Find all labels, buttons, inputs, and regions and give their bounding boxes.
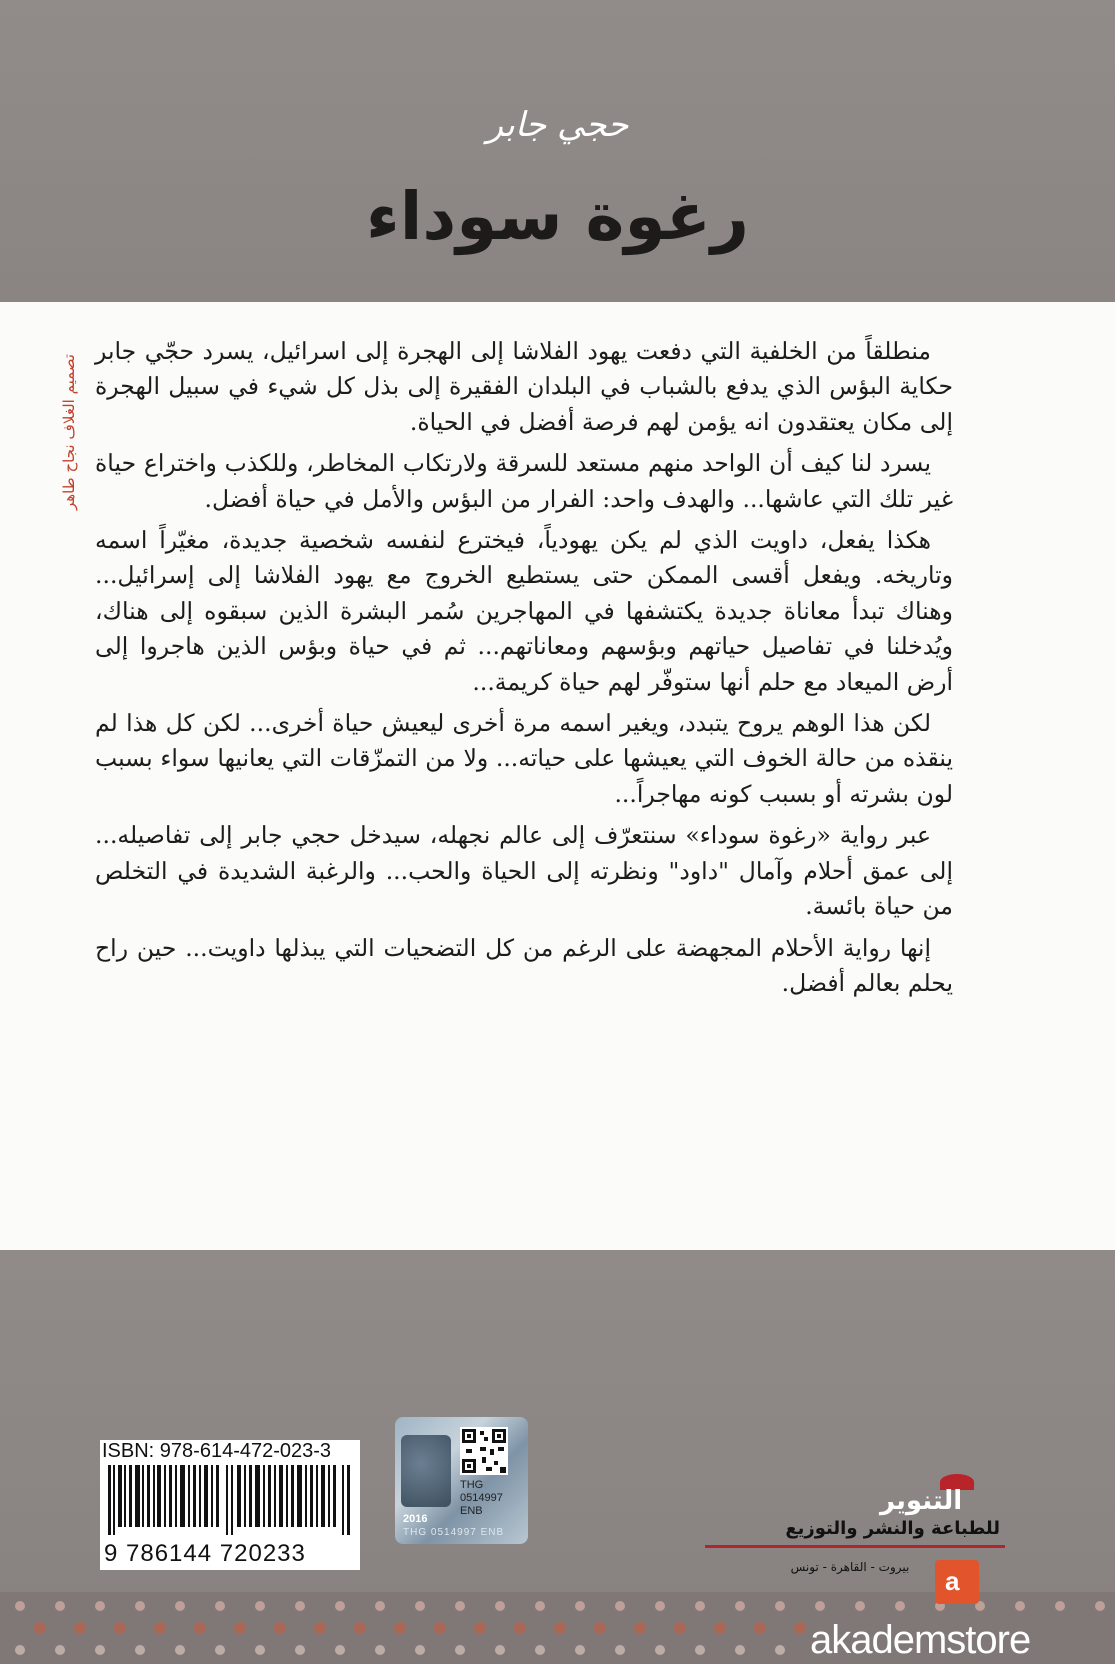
publisher-cities: بيروت - القاهرة - تونس [790,1560,910,1574]
publisher-name: للطباعة والنشر والتوزيع [785,1518,1000,1539]
akademstore-logo-icon: a [935,1560,979,1604]
barcode-bars [104,1465,356,1535]
sticker-year: 2016 [403,1513,428,1525]
header-band [0,0,1115,302]
blurb-paragraph: إنها رواية الأحلام المجهضة على الرغم من كل التضحيات التي يبذلها داويت... حين راح يحلم بعالم أفضل. [95,933,953,997]
blurb-panel [0,302,1115,1250]
qr-code-icon [460,1427,508,1475]
barcode-digits: 9 786144 720233 [104,1540,306,1567]
akademstore-watermark: akademstore [810,1618,1031,1662]
blurb-paragraph: يسرد لنا كيف أن الواحد منهم مستعد للسرقة ولارتكاب المخاطر، وللكذب واختراع حياة غير تلك التي عاشها... والهدف واحد: الفرار من البؤس والأمل في حياة أفضل. [95,449,953,513]
sticker-bottom-text: THG 0514997 ENB [403,1527,505,1538]
cover-designer-credit: تصميم الغلاف نجاح طاهر [60,354,78,510]
isbn-barcode [100,1440,360,1570]
blurb-text [95,334,953,1007]
publisher-underline [705,1545,1005,1548]
blurb-paragraph: عبر رواية «رغوة سوداء» سنتعرّف إلى عالم نجهله، سيدخل حجي جابر إلى تفاصيله... إلى عمق أحلام وآمال "داود" ونظرته إلى الحياة والحب... والرغبة الشديدة في التخلص من حياة بائسة. [95,821,953,921]
blurb-paragraph: منطلقاً من الخلفية التي دفعت يهود الفلاشا إلى الهجرة إلى اسرائيل، يسرد حجّي جابر حكاية البؤس الذي يدفع بالشباب في البلدان الفقيرة إلى بذل كل شيء في سبيل الهجرة إلى مكان يعتقدون انه يؤمن لهم فرصة أفضل في الحياة. [95,337,953,436]
hologram-emblem [401,1435,451,1507]
author-name: حجي جابر [486,105,629,145]
blurb-paragraph: هكذا يفعل، داويت الذي لم يكن يهودياً، فيخترع لنفسه شخصية جديدة، مغيّراً اسمه وتاريخه. ويفعل أقسى الممكن حتى يستطيع الخروج مع يهود الفلاشا إلى إسرائيل... وهناك تبدأ معاناة جديدة يكتشفها في المهاجرين سُمر البشرة الذين سبقوه إلى هناك، ويُدخلنا في تفاصيل حياتهم وبؤسهم ومعاناتهم... ثم في حياة وبؤس الذين هاجروا إلى أرض الميعاد مع حلم أنها ستوفّر لهم حياة كريمة... [95,526,953,696]
hologram-sticker [395,1417,528,1544]
publisher-brand: التنوير [880,1486,963,1516]
isbn-label: ISBN: 978-614-472-023-3 [102,1440,332,1462]
book-title: رغوة سوداء [366,178,749,255]
blurb-paragraph: لكن هذا الوهم يروح يتبدد، ويغير اسمه مرة أخرى ليعيش حياة أخرى... لكن كل هذا لم ينقذه من حالة الخوف التي يعيشها على حياته... ولا من التمزّقات التي يعانيها سواء بسبب لون بشرته أو بسبب كونه مهاجراً... [95,709,953,808]
sticker-code: THG 0514997 ENB [460,1479,503,1517]
